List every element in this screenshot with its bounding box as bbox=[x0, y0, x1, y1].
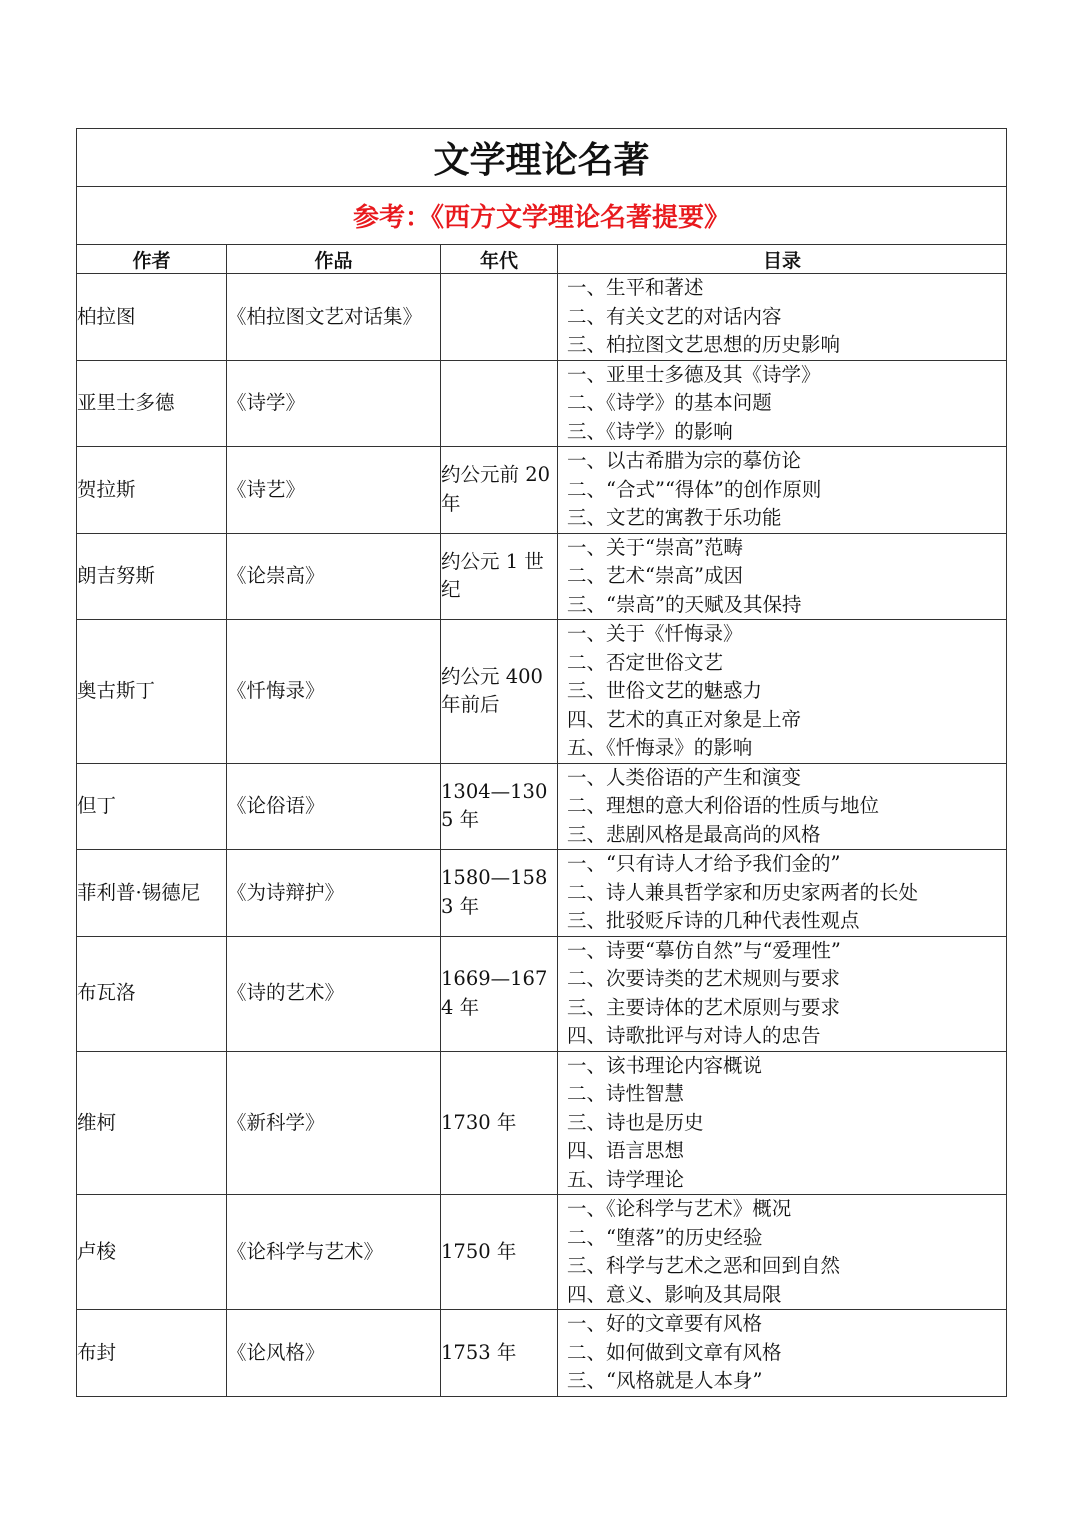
toc-line: 二、否定世俗文艺 bbox=[567, 650, 724, 674]
table-row bbox=[77, 763, 1007, 850]
author-cell: 布瓦洛 bbox=[77, 936, 227, 1051]
era-cell: 约公元 1 世纪 bbox=[441, 533, 558, 620]
era-cell: 1750 年 bbox=[441, 1195, 558, 1310]
toc-line: 一、关于“崇高”范畴 bbox=[567, 535, 743, 559]
toc-line: 二、理想的意大利俗语的性质与地位 bbox=[567, 794, 880, 817]
work-cell: 《新科学》 bbox=[227, 1051, 441, 1195]
toc-line: 一、关于《忏悔录》 bbox=[567, 622, 743, 645]
work-cell: 《为诗辩护》 bbox=[227, 850, 441, 937]
era-cell: 约公元前 20 年 bbox=[441, 447, 558, 534]
toc-line: 三、悲剧风格是最高尚的风格 bbox=[567, 822, 821, 846]
author-cell: 菲利普·锡德尼 bbox=[77, 850, 227, 937]
work-cell: 《诗学》 bbox=[227, 360, 441, 447]
table-row bbox=[77, 447, 1007, 534]
author-cell: 布封 bbox=[77, 1310, 227, 1397]
toc-line: 一、人类俗语的产生和演变 bbox=[567, 765, 802, 789]
toc-line: 三、科学与艺术之恶和回到自然 bbox=[567, 1254, 841, 1277]
toc-line: 一、好的文章要有风格 bbox=[567, 1312, 763, 1335]
reference-subtitle: 参考：《西方文学理论名著提要》 bbox=[77, 187, 1007, 245]
table-row bbox=[77, 274, 1007, 361]
work-cell: 《论俗语》 bbox=[227, 763, 441, 850]
toc-line: 一、该书理论内容概说 bbox=[567, 1053, 763, 1077]
era-cell bbox=[441, 360, 558, 447]
toc-cell bbox=[558, 1310, 1007, 1397]
work-cell: 《论风格》 bbox=[227, 1310, 441, 1397]
toc-cell bbox=[558, 360, 1007, 447]
table-row bbox=[77, 1051, 1007, 1195]
toc-line: 五、诗学理论 bbox=[567, 1167, 685, 1191]
toc-line: 二、《诗学》的基本问题 bbox=[567, 391, 772, 414]
toc-line: 三、批驳贬斥诗的几种代表性观点 bbox=[567, 909, 860, 932]
toc-line: 三、主要诗体的艺术原则与要求 bbox=[567, 995, 841, 1019]
toc-line: 一、诗要“摹仿自然”与“爱理性” bbox=[567, 938, 841, 962]
toc-line: 二、“合式”“得体”的创作原则 bbox=[567, 477, 822, 501]
author-cell: 奥古斯丁 bbox=[77, 620, 227, 764]
toc-line: 三、“风格就是人本身” bbox=[567, 1369, 763, 1392]
toc-line: 三、世俗文艺的魅惑力 bbox=[567, 679, 763, 702]
era-cell: 1580—1583 年 bbox=[441, 850, 558, 937]
toc-cell bbox=[558, 274, 1007, 361]
toc-line: 三、《诗学》的影响 bbox=[567, 419, 733, 443]
toc-line: 二、次要诗类的艺术规则与要求 bbox=[567, 967, 841, 990]
toc-cell bbox=[558, 936, 1007, 1051]
toc-line: 三、“崇高”的天赋及其保持 bbox=[567, 592, 802, 616]
toc-cell bbox=[558, 620, 1007, 764]
work-cell: 《忏悔录》 bbox=[227, 620, 441, 764]
header-era: 年代 bbox=[441, 245, 558, 274]
toc-line: 二、如何做到文章有风格 bbox=[567, 1340, 782, 1364]
toc-cell bbox=[558, 1195, 1007, 1310]
table-row bbox=[77, 936, 1007, 1051]
toc-line: 一、以古希腊为宗的摹仿论 bbox=[567, 449, 802, 472]
era-cell bbox=[441, 274, 558, 361]
era-cell: 1669—1674 年 bbox=[441, 936, 558, 1051]
toc-cell bbox=[558, 447, 1007, 534]
table-row bbox=[77, 1310, 1007, 1397]
page-title: 文学理论名著 bbox=[77, 129, 1007, 187]
toc-line: 一、“只有诗人才给予我们金的” bbox=[567, 852, 841, 875]
author-cell: 柏拉图 bbox=[77, 274, 227, 361]
toc-cell bbox=[558, 1051, 1007, 1195]
author-cell: 但丁 bbox=[77, 763, 227, 850]
era-cell: 约公元 400 年前后 bbox=[441, 620, 558, 764]
literary-theory-table bbox=[76, 128, 1007, 1397]
author-cell: 维柯 bbox=[77, 1051, 227, 1195]
table-row bbox=[77, 360, 1007, 447]
table-row bbox=[77, 1195, 1007, 1310]
era-cell: 1304—1305 年 bbox=[441, 763, 558, 850]
header-author: 作者 bbox=[77, 245, 227, 274]
author-cell: 朗吉努斯 bbox=[77, 533, 227, 620]
toc-line: 三、柏拉图文艺思想的历史影响 bbox=[567, 333, 841, 356]
table-header-row bbox=[77, 245, 1007, 274]
era-cell: 1753 年 bbox=[441, 1310, 558, 1397]
header-work: 作品 bbox=[227, 245, 441, 274]
table-row bbox=[77, 620, 1007, 764]
table-row bbox=[77, 533, 1007, 620]
header-toc: 目录 bbox=[558, 245, 1007, 274]
toc-line: 二、“堕落”的历史经验 bbox=[567, 1225, 763, 1249]
toc-line: 三、诗也是历史 bbox=[567, 1110, 704, 1134]
toc-line: 二、艺术“崇高”成因 bbox=[567, 564, 743, 587]
work-cell: 《柏拉图文艺对话集》 bbox=[227, 274, 441, 361]
toc-line: 一、《论科学与艺术》概况 bbox=[567, 1197, 792, 1220]
toc-cell bbox=[558, 763, 1007, 850]
work-cell: 《论崇高》 bbox=[227, 533, 441, 620]
work-cell: 《诗的艺术》 bbox=[227, 936, 441, 1051]
toc-line: 一、亚里士多德及其《诗学》 bbox=[567, 362, 821, 386]
author-cell: 亚里士多德 bbox=[77, 360, 227, 447]
toc-line: 四、艺术的真正对象是上帝 bbox=[567, 707, 802, 731]
work-cell: 《诗艺》 bbox=[227, 447, 441, 534]
work-cell: 《论科学与艺术》 bbox=[227, 1195, 441, 1310]
toc-line: 三、文艺的寓教于乐功能 bbox=[567, 506, 782, 529]
toc-line: 四、诗歌批评与对诗人的忠告 bbox=[567, 1024, 821, 1047]
toc-line: 四、语言思想 bbox=[567, 1139, 685, 1162]
toc-cell bbox=[558, 850, 1007, 937]
toc-line: 二、诗性智慧 bbox=[567, 1082, 685, 1105]
author-cell: 贺拉斯 bbox=[77, 447, 227, 534]
toc-line: 一、生平和著述 bbox=[567, 276, 704, 299]
toc-cell bbox=[558, 533, 1007, 620]
toc-line: 二、诗人兼具哲学家和历史家两者的长处 bbox=[567, 880, 919, 904]
era-cell: 1730 年 bbox=[441, 1051, 558, 1195]
toc-line: 二、有关文艺的对话内容 bbox=[567, 304, 782, 328]
toc-line: 四、意义、影响及其局限 bbox=[567, 1282, 782, 1306]
table-row bbox=[77, 850, 1007, 937]
toc-line: 五、《忏悔录》的影响 bbox=[567, 736, 753, 759]
author-cell: 卢梭 bbox=[77, 1195, 227, 1310]
